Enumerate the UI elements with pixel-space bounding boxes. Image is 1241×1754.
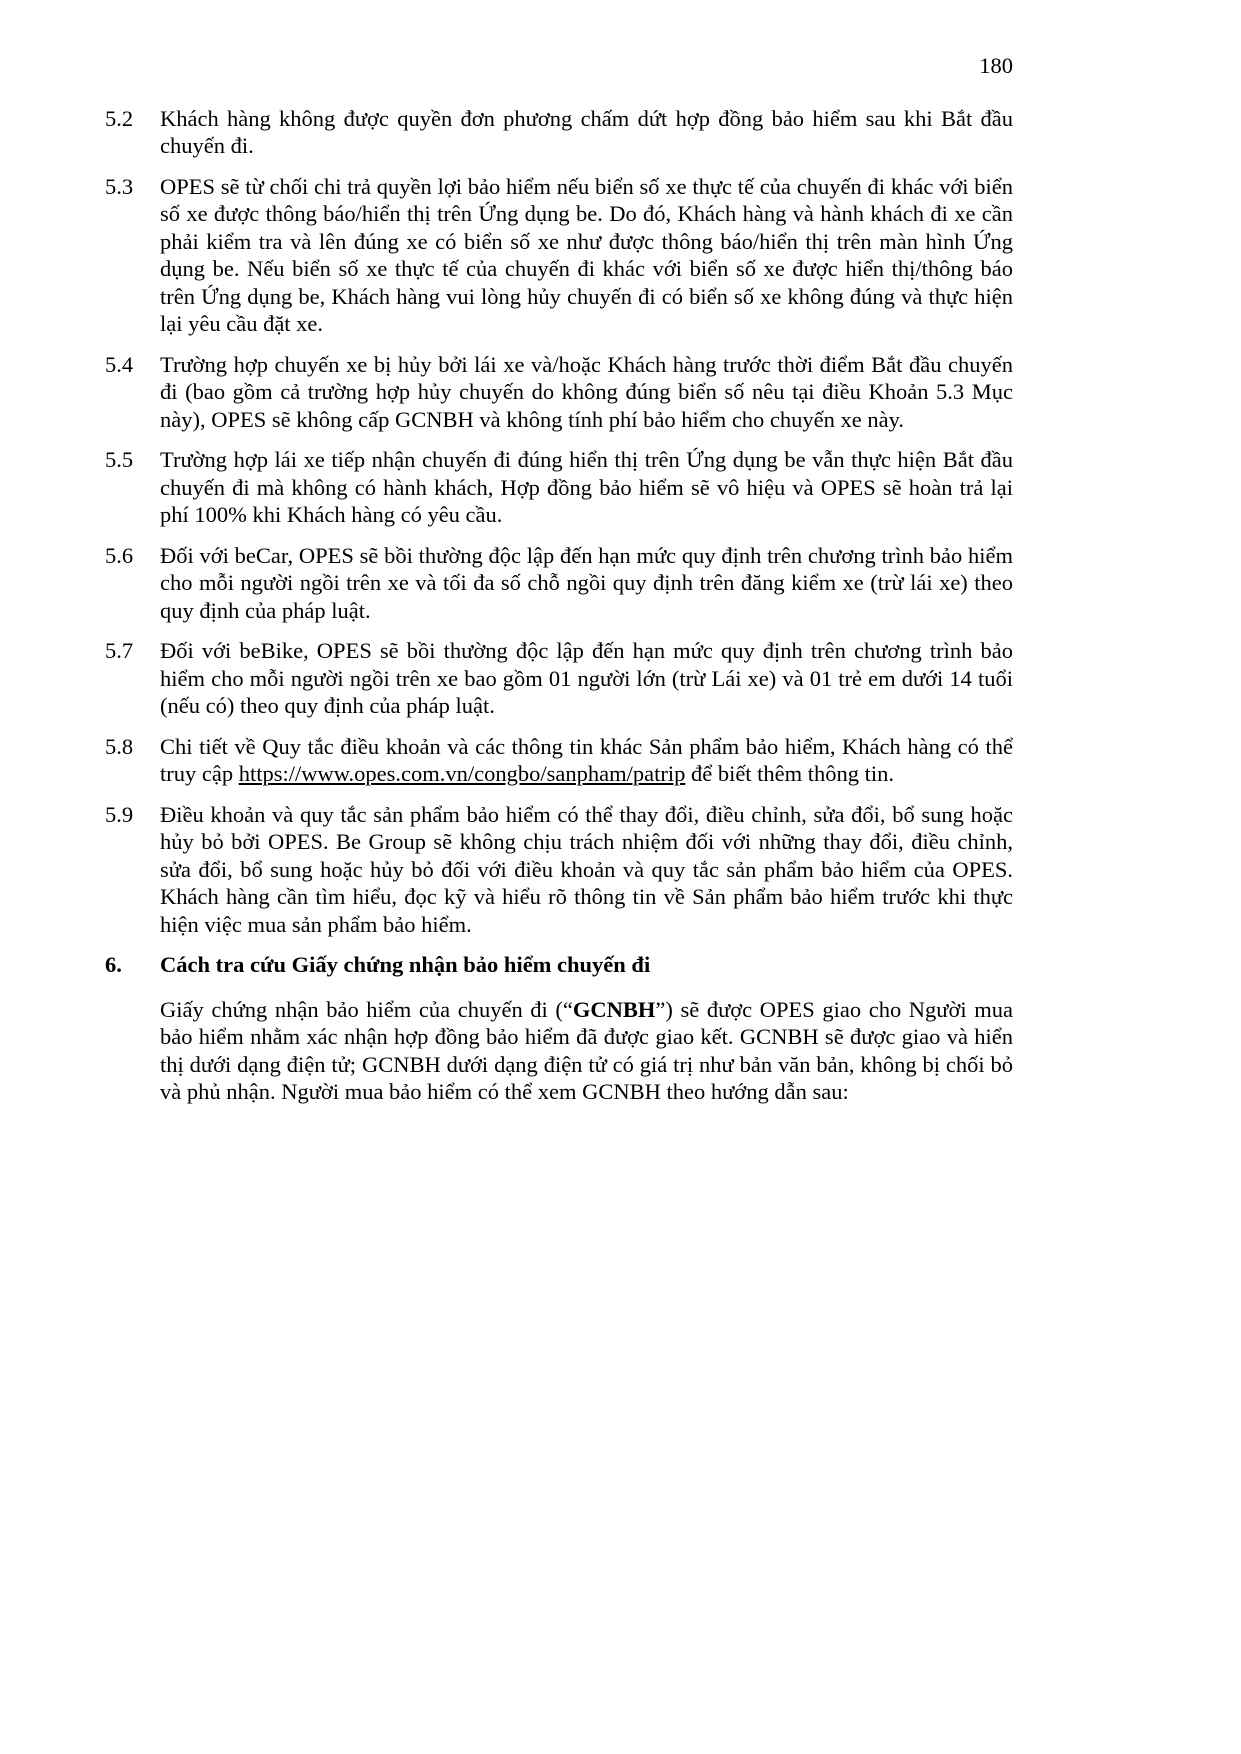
section-title: Cách tra cứu Giấy chứng nhận bảo hiểm chuyến đi bbox=[160, 952, 651, 977]
section-6-paragraph bbox=[160, 996, 1013, 1106]
clause-text bbox=[160, 733, 1013, 788]
paragraph-text-post: ”) sẽ được OPES giao cho Người mua bảo hiểm nhằm xác nhận hợp đồng bảo hiểm đã được giao kết. GCNBH sẽ được giao và hiển thị dưới dạng điện tử; GCNBH dưới dạng điện tử có giá trị như bản văn bản, không bị chối bỏ và phủ nhận. Người mua bảo hiểm có thể xem GCNBH theo hướng dẫn sau: bbox=[160, 996, 1013, 1104]
paragraph-text-pre: Giấy chứng nhận bảo hiểm của chuyến đi (“ bbox=[160, 996, 573, 1022]
clause-number: 5.4 bbox=[105, 351, 134, 377]
section-6-heading bbox=[105, 951, 1013, 979]
clause-5-6 bbox=[105, 542, 1013, 625]
clause-number: 5.8 bbox=[105, 733, 134, 759]
clause-number: 5.9 bbox=[105, 801, 134, 827]
opes-product-url-link[interactable]: https://www.opes.com.vn/congbo/sanpham/patrip bbox=[238, 761, 686, 786]
gcnbh-bold-term: GCNBH bbox=[572, 996, 656, 1022]
clause-number: 5.7 bbox=[105, 638, 134, 663]
clause-text: Điều khoản và quy tắc sản phẩm bảo hiểm có thể thay đổi, điều chỉnh, sửa đổi, bổ sung hoặc hủy bỏ bởi OPES. Be Group sẽ không chịu trách nhiệm đối với những thay đổi, điều chỉnh, sửa đổi, bổ sung hoặc hủy bỏ đối với điều khoản và quy tắc sản phẩm bảo hiểm của OPES. Khách hàng cần tìm hiểu, đọc kỹ và hiểu rõ thông tin về Sản phẩm bảo hiểm trước khi thực hiện việc mua sản phẩm bảo hiểm. bbox=[160, 801, 1013, 937]
clause-number: 5.3 bbox=[105, 173, 134, 199]
clause-5-9 bbox=[105, 801, 1013, 939]
clause-text: Đối với beCar, OPES sẽ bồi thường độc lập đến hạn mức quy định trên chương trình bảo hiểm cho mỗi người ngồi trên xe và tối đa số chỗ ngồi quy định trên đăng kiểm xe (trừ lái xe) theo quy định của pháp luật. bbox=[160, 542, 1013, 623]
clause-text: Trường hợp lái xe tiếp nhận chuyến đi đúng hiển thị trên Ứng dụng be vẫn thực hiện Bắt đầu chuyến đi mà không có hành khách, Hợp đồng bảo hiểm sẽ vô hiệu và OPES sẽ hoàn trả lại phí 100% khi Khách hàng có yêu cầu. bbox=[160, 447, 1013, 527]
clause-5-3 bbox=[105, 173, 1013, 338]
clause-5-5 bbox=[105, 446, 1013, 529]
clause-text: OPES sẽ từ chối chi trả quyền lợi bảo hiểm nếu biển số xe thực tế của chuyến đi khác với biển số xe được thông báo/hiển thị trên Ứng dụng be. Do đó, Khách hàng và hành khách đi xe cần phải kiểm tra và lên đúng xe có biển số xe như được thông báo/hiển thị trên màn hình Ứng dụng be. Nếu biển số xe thực tế của chuyến đi khác với biển số xe được hiển thị/thông báo trên Ứng dụng be, Khách hàng vui lòng hủy chuyến đi có biển số xe không đúng và thực hiện lại yêu cầu đặt xe. bbox=[160, 173, 1013, 336]
clause-text-pre: Chi tiết về Quy tắc điều khoản và các thông tin khác Sản phẩm bảo hiểm, Khách hàng có thể truy cập bbox=[160, 733, 1013, 786]
clause-number: 5.5 bbox=[105, 447, 134, 472]
clause-5-4 bbox=[105, 351, 1013, 434]
clause-text: Trường hợp chuyến xe bị hủy bởi lái xe và/hoặc Khách hàng trước thời điểm Bắt đầu chuyến đi (bao gồm cả trường hợp hủy chuyến do không đúng biển số nêu tại điều Khoản 5.3 Mục này), OPES sẽ không cấp GCNBH và không tính phí bảo hiểm cho chuyến xe này. bbox=[160, 351, 1013, 432]
clause-text: Khách hàng không được quyền đơn phương chấm dứt hợp đồng bảo hiểm sau khi Bắt đầu chuyến đi. bbox=[160, 105, 1013, 158]
clause-5-8 bbox=[105, 733, 1013, 788]
clause-number: 5.6 bbox=[105, 542, 134, 568]
clause-5-2 bbox=[105, 105, 1013, 160]
section-number: 6. bbox=[105, 952, 122, 977]
clause-5-7 bbox=[105, 637, 1013, 720]
clause-number: 5.2 bbox=[105, 105, 134, 131]
clause-text-post: để biết thêm thông tin. bbox=[685, 761, 895, 786]
clause-text: Đối với beBike, OPES sẽ bồi thường độc lập đến hạn mức quy định trên chương trình bảo hiểm cho mỗi người ngồi trên xe bao gồm 01 người lớn (trừ Lái xe) và 01 trẻ em dưới 14 tuổi (nếu có) theo quy định của pháp luật. bbox=[160, 638, 1013, 718]
page-number: 180 bbox=[979, 53, 1013, 78]
